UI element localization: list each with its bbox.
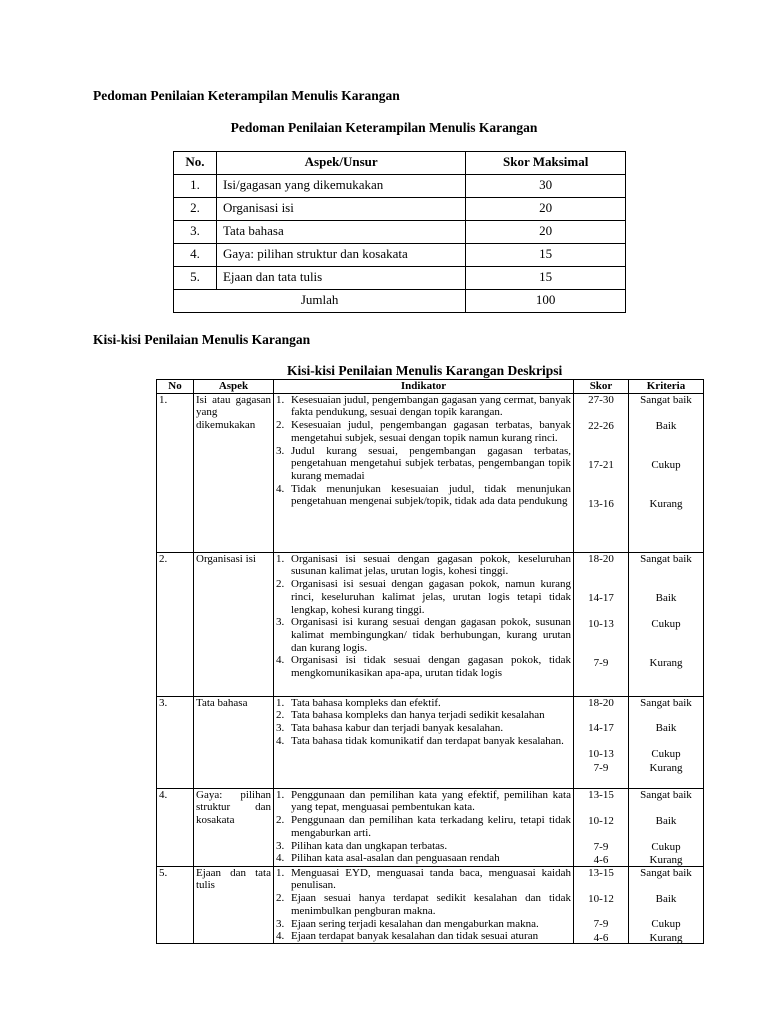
skor-value: 10-13 [588, 617, 614, 630]
total-value: 100 [466, 290, 626, 313]
row-indikator [274, 696, 574, 788]
skor-value: 17-21 [588, 458, 614, 471]
kriteria-value: Cukup [651, 747, 681, 760]
row-skor: 15 [466, 244, 626, 267]
kriteria-value: Baik [655, 591, 677, 604]
row-indikator [274, 393, 574, 552]
list-item [276, 654, 571, 679]
list-item-text: Pilihan kata dan ungkapan terbatas. [291, 839, 448, 852]
table-row [157, 393, 704, 552]
kriteria-value: Sangat baik [640, 866, 692, 879]
list-item [276, 892, 571, 917]
list-item [276, 578, 571, 616]
row-aspek: Tata bahasa [194, 696, 274, 788]
skor-value: 13-16 [588, 497, 614, 510]
skor-value: 10-12 [588, 892, 614, 905]
kriteria-value: Kurang [649, 497, 683, 510]
row-no: 1. [157, 393, 194, 552]
list-item [276, 814, 571, 839]
list-item [276, 709, 571, 722]
skor-value: 7-9 [593, 840, 609, 853]
row-aspek: Isi atau gagasan yang dikemukakan [194, 393, 274, 552]
list-item-text: Tata bahasa kompleks dan efektif. [291, 696, 441, 709]
list-item-number: 3. [276, 722, 285, 735]
list-item-text: Menguasai EYD, menguasai tanda baca, menguasai kaidah penulisan. [291, 866, 571, 892]
list-item-number: 1. [276, 788, 285, 801]
skor-value: 7-9 [593, 761, 609, 774]
assessment-grid-table [156, 379, 704, 944]
kriteria-value: Sangat baik [640, 393, 692, 406]
list-item-text: Pilihan kata asal-asalan dan penguasaan rendah [291, 852, 500, 865]
header-indikator: Indikator [274, 380, 574, 394]
list-item-text: Kesesuaian judul, pengembangan gagasan yang cermat, banyak fakta pendukung, sesuai dengan topik karangan. [291, 393, 571, 419]
row-kriteria [629, 696, 704, 788]
list-item-number: 1. [276, 393, 285, 406]
header-aspek: Aspek/Unsur [216, 152, 465, 175]
list-item-text: Penggunaan dan pemilihan kata terkadang keliru, tetapi tidak mengaburkan arti. [291, 814, 571, 839]
indikator-list [276, 394, 571, 508]
kriteria-value: Baik [655, 892, 677, 905]
table2-title: Kisi-kisi Penilaian Menulis Karangan Deskripsi [287, 363, 563, 378]
skor-value: 14-17 [588, 591, 614, 604]
list-item-text: Organisasi isi sesuai dengan gagasan pokok, namun kurang rinci, keseluruhan kalimat jelas, urutan logis tetapi tidak lengkap, kohesi kurang tinggi. [291, 578, 571, 616]
skor-value: 4-6 [593, 931, 609, 944]
row-indikator [274, 788, 574, 866]
indikator-list [276, 553, 571, 680]
list-item [276, 840, 571, 853]
row-kriteria [629, 393, 704, 552]
indikator-list [276, 867, 571, 943]
header-skor: Skor [574, 380, 629, 394]
list-item [276, 419, 571, 444]
table-header-row [157, 380, 704, 394]
row-aspek: Isi/gagasan yang dikemukakan [216, 175, 465, 198]
row-skor: 15 [466, 267, 626, 290]
row-kriteria [629, 788, 704, 866]
row-no: 4. [174, 244, 217, 267]
table-row [174, 198, 626, 221]
list-item [276, 394, 571, 419]
header-no: No. [174, 152, 217, 175]
list-item [276, 930, 571, 943]
row-kriteria [629, 866, 704, 943]
list-item-text: Ejaan sesuai hanya terdapat sedikit kesalahan dan tidak menimbulkan pengburan makna. [291, 892, 571, 917]
row-skor [574, 552, 629, 696]
kriteria-value: Sangat baik [640, 696, 692, 709]
list-item-text: Organisasi isi kurang sesuai dengan gagasan pokok, susunan kalimat membingungkan/ tidak berhubungan, kurang urutan dan kurang logis. [291, 616, 571, 654]
list-item-text: Penggunaan dan pemilihan kata yang efektif, pemilihan kata yang tepat, menguasai pembentukan kata. [291, 788, 571, 814]
list-item-number: 3. [276, 917, 285, 930]
indikator-list [276, 697, 571, 748]
list-item-number: 2. [276, 709, 285, 722]
row-no: 2. [157, 552, 194, 696]
table-row [157, 552, 704, 696]
row-aspek: Organisasi isi [194, 552, 274, 696]
list-item [276, 867, 571, 892]
kriteria-value: Kurang [649, 931, 683, 944]
list-item-number: 4. [276, 852, 285, 865]
skor-value: 13-15 [588, 788, 614, 801]
table-row [157, 696, 704, 788]
list-item-number: 2. [276, 419, 285, 432]
header-aspek: Aspek [194, 380, 274, 394]
list-item [276, 918, 571, 931]
row-aspek: Ejaan dan tata tulis [194, 866, 274, 943]
list-item [276, 483, 571, 508]
list-item-number: 1. [276, 866, 285, 879]
list-item-number: 3. [276, 616, 285, 629]
list-item [276, 553, 571, 578]
list-item-text: Tata bahasa tidak komunikatif dan terdapat banyak kesalahan. [291, 734, 564, 747]
header-kriteria: Kriteria [629, 380, 704, 394]
section-heading-pedoman: Pedoman Penilaian Keterampilan Menulis Karangan [93, 88, 400, 103]
table-row [157, 788, 704, 866]
row-aspek: Gaya: pilihan struktur dan kosakata [194, 788, 274, 866]
list-item-number: 3. [276, 839, 285, 852]
row-skor [574, 393, 629, 552]
kriteria-value: Kurang [649, 853, 683, 866]
list-item [276, 445, 571, 483]
skor-value: 10-13 [588, 747, 614, 760]
list-item-number: 2. [276, 814, 285, 827]
total-row [174, 290, 626, 313]
table-row [157, 866, 704, 943]
list-item [276, 722, 571, 735]
row-skor: 20 [466, 221, 626, 244]
list-item-number: 1. [276, 696, 285, 709]
row-no: 1. [174, 175, 217, 198]
list-item-text: Organisasi isi sesuai dengan gagasan pokok, keseluruhan susunan kalimat jelas, urutan logis, kohesi tinggi. [291, 552, 571, 578]
skor-value: 14-17 [588, 721, 614, 734]
indikator-list [276, 789, 571, 865]
kriteria-value: Cukup [651, 840, 681, 853]
row-no: 5. [157, 866, 194, 943]
table-row [174, 267, 626, 290]
kriteria-value: Baik [655, 419, 677, 432]
row-aspek: Gaya: pilihan struktur dan kosakata [216, 244, 465, 267]
kriteria-value: Cukup [651, 617, 681, 630]
table-row [174, 221, 626, 244]
header-no: No [157, 380, 194, 394]
skor-value: 7-9 [593, 917, 609, 930]
list-item [276, 616, 571, 654]
list-item-text: Organisasi isi tidak sesuai dengan gagasan pokok, tidak mengkomunikasikan apa-apa, urutan tidak logis [291, 654, 571, 680]
kriteria-value: Sangat baik [640, 552, 692, 565]
list-item-number: 1. [276, 552, 285, 565]
row-skor: 30 [466, 175, 626, 198]
list-item [276, 789, 571, 814]
row-aspek: Tata bahasa [216, 221, 465, 244]
list-item-text: Kesesuaian judul, pengembangan gagasan terbatas, banyak mengetahui subjek, sesuai dengan topik namun kurang rinci. [291, 419, 571, 444]
table1-title: Pedoman Penilaian Keterampilan Menulis Karangan [230, 120, 538, 135]
kriteria-value: Sangat baik [640, 788, 692, 801]
list-item [276, 697, 571, 710]
list-item-text: Ejaan sering terjadi kesalahan dan mengaburkan makna. [291, 917, 539, 930]
list-item-number: 4. [276, 930, 285, 943]
list-item-number: 2. [276, 892, 285, 905]
header-skor: Skor Maksimal [466, 152, 626, 175]
row-indikator [274, 866, 574, 943]
section-heading-kisi-kisi: Kisi-kisi Penilaian Menulis Karangan [93, 332, 311, 347]
table-header-row [174, 152, 626, 175]
list-item [276, 735, 571, 748]
list-item-text: Judul kurang sesuai, pengembangan gagasan terbatas, pengetahuan mengetahui subjek terbatas, pengembangan topik kurang memadai [291, 444, 571, 482]
row-skor [574, 866, 629, 943]
skor-value: 22-26 [588, 419, 614, 432]
row-no: 2. [174, 198, 217, 221]
skor-value: 7-9 [593, 656, 609, 669]
list-item-text: Tata bahasa kabur dan terjadi banyak kesalahan. [291, 722, 504, 735]
row-no: 5. [174, 267, 217, 290]
skor-value: 18-20 [588, 696, 614, 709]
list-item-text: Tata bahasa kompleks dan hanya terjadi sedikit kesalahan [291, 709, 545, 722]
row-kriteria [629, 552, 704, 696]
list-item-number: 4. [276, 734, 285, 747]
table-row [174, 175, 626, 198]
kriteria-value: Kurang [649, 761, 683, 774]
row-no: 4. [157, 788, 194, 866]
row-aspek: Ejaan dan tata tulis [216, 267, 465, 290]
kriteria-value: Cukup [651, 917, 681, 930]
total-label: Jumlah [174, 290, 466, 313]
skor-value: 13-15 [588, 866, 614, 879]
row-skor: 20 [466, 198, 626, 221]
list-item-number: 2. [276, 578, 285, 591]
kriteria-value: Baik [655, 721, 677, 734]
skor-value: 10-12 [588, 814, 614, 827]
kriteria-value: Kurang [649, 656, 683, 669]
kriteria-value: Cukup [651, 458, 681, 471]
row-aspek: Organisasi isi [216, 198, 465, 221]
skor-value: 4-6 [593, 853, 609, 866]
row-skor [574, 788, 629, 866]
table-row [174, 244, 626, 267]
skor-value: 27-30 [588, 393, 614, 406]
list-item-number: 4. [276, 482, 285, 495]
row-no: 3. [174, 221, 217, 244]
scoring-guide-table [173, 151, 626, 313]
list-item [276, 852, 571, 865]
row-indikator [274, 552, 574, 696]
list-item-text: Ejaan terdapat banyak kesalahan dan tidak sesuai aturan [291, 930, 539, 943]
list-item-number: 4. [276, 654, 285, 667]
list-item-text: Tidak menunjukan kesesuaian judul, tidak menunjukan pengetahuan mengenai subjek/topik, tidak ada data pendukung [291, 482, 571, 508]
row-skor [574, 696, 629, 788]
row-no: 3. [157, 696, 194, 788]
list-item-number: 3. [276, 444, 285, 457]
skor-value: 18-20 [588, 552, 614, 565]
kriteria-value: Baik [655, 814, 677, 827]
